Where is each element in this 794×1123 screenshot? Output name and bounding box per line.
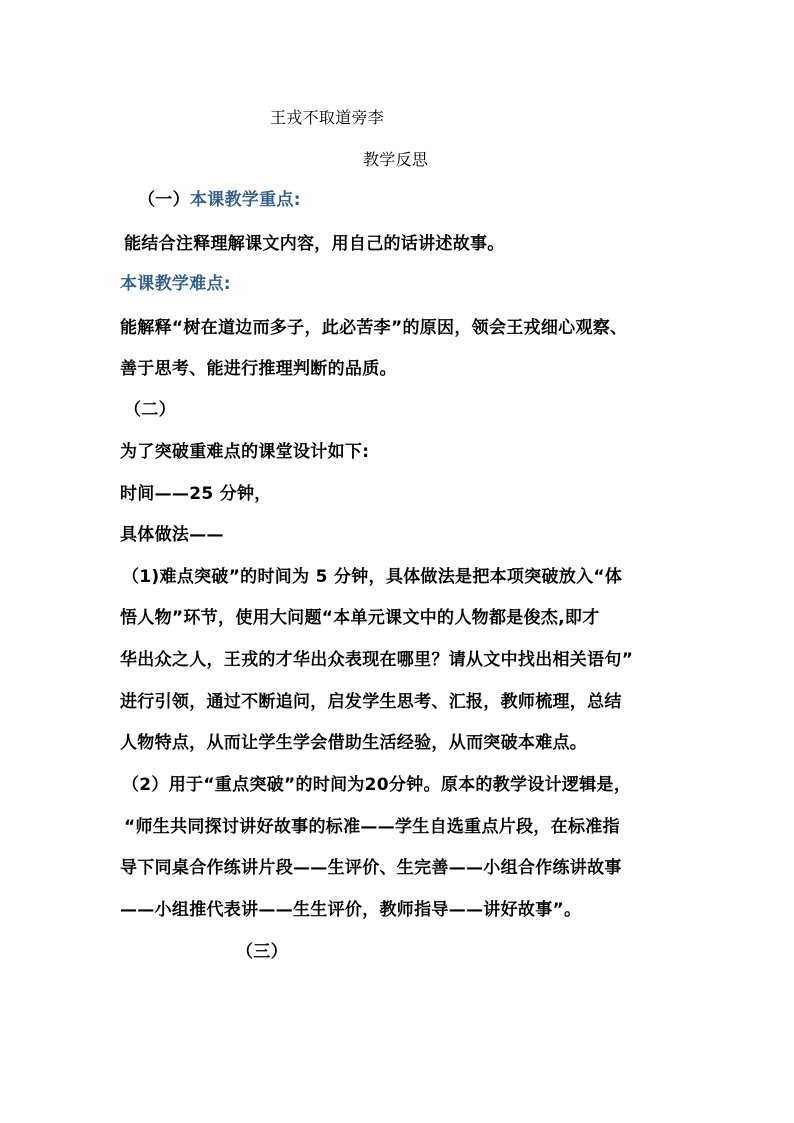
section-2-heading: （二） <box>124 400 176 420</box>
section-2-line: 时间——25 分钟， <box>120 484 272 504</box>
section-2-line: 为了突破重难点的课堂设计如下: <box>120 442 370 462</box>
point-2-line: ——小组推代表讲——生生评价，教师指导——讲好故事”。 <box>120 900 582 920</box>
point-2-line: “师生共同探讨讲好故事的标准——学生自选重点片段，在标准指 <box>124 817 620 837</box>
section-2-line: 具体做法—— <box>120 525 224 545</box>
section-1-prefix: （一） <box>138 190 190 210</box>
section-1-heading <box>138 186 301 214</box>
doc-subtitle: 教学反思 <box>363 150 429 169</box>
point-1-line: 华出众之人，王戎的才华出众表现在哪里？请从文中找出相关语句” <box>120 650 634 670</box>
section-1-title: 本课教学重点: <box>189 190 301 210</box>
point-2-line: （2）用于“重点突破”的时间为20分钟。原本的教学设计逻辑是， <box>122 775 632 795</box>
section-3-heading: （三） <box>236 942 288 962</box>
point-1-line: 悟人物”环节，使用大问题“本单元课文中的人物都是俊杰,即才 <box>120 608 600 628</box>
difficulty-line: 善于思考、能进行推理判断的品质。 <box>120 359 397 379</box>
difficulty-line: 能解释“树在道边而多子，此必苦李”的原因，领会王戎细心观察、 <box>120 318 628 338</box>
section-1-body: 能结合注释理解课文内容，用自己的话讲述故事。 <box>124 234 505 254</box>
point-1-line: 进行引领，通过不断追问，启发学生思考、汇报，教师梳理，总结 <box>120 692 622 712</box>
difficulty-heading: 本课教学难点: <box>120 274 231 294</box>
point-2-line: 导下同桌合作练讲片段——生评价、生完善——小组合作练讲故事 <box>120 858 622 878</box>
point-1-line: （1)难点突破”的时间为 5 分钟，具体做法是把本项突破放入“体 <box>122 567 623 587</box>
doc-title: 王戎不取道旁李 <box>270 108 385 127</box>
point-1-line: 人物特点，从而让学生学会借助生活经验，从而突破本难点。 <box>120 733 588 753</box>
